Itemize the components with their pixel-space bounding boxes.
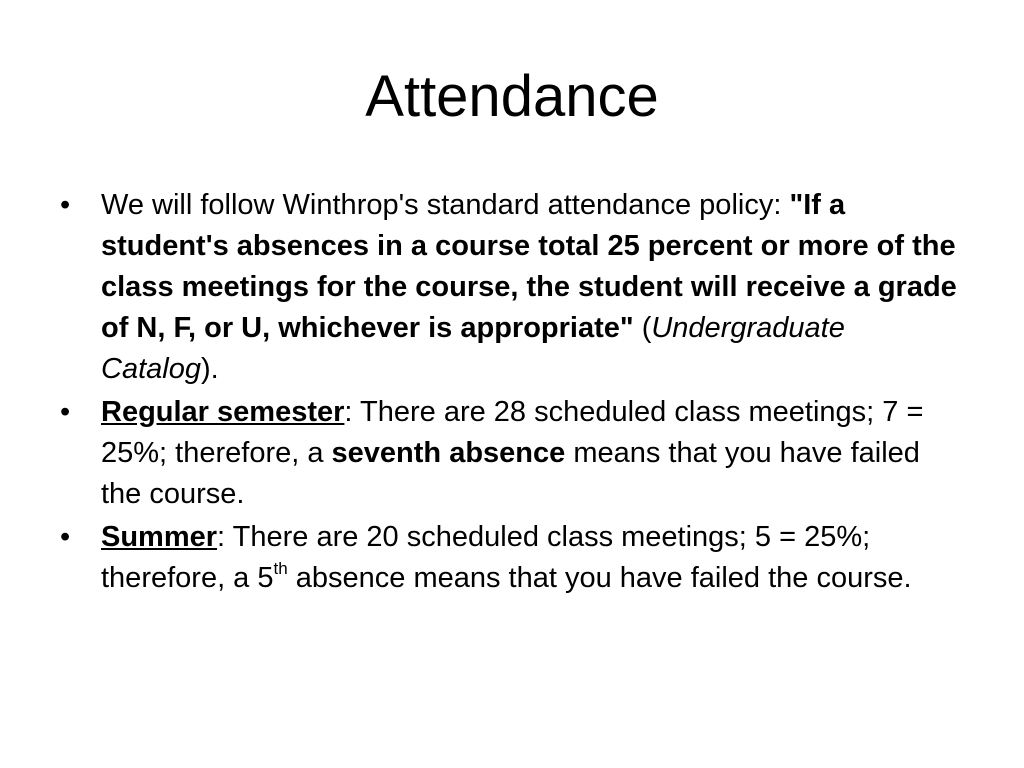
term-colon: : — [344, 396, 360, 428]
bullet-regular-semester — [60, 392, 965, 515]
summer-text-b: absence means that you have failed the course. — [287, 562, 912, 594]
bullet-attendance-policy — [60, 185, 965, 390]
bullet-marker: • — [60, 396, 71, 428]
seventh-absence-emphasis: seventh absence — [331, 437, 566, 469]
bullet-marker: • — [60, 189, 71, 221]
term-colon: : — [217, 521, 233, 553]
slide-title: Attendance — [365, 64, 659, 129]
summer-term: Summer — [101, 521, 218, 553]
regular-semester-text-b: means that you have failed the course. — [101, 437, 920, 510]
bullet-summer — [60, 517, 965, 599]
paren-open: ( — [633, 312, 652, 344]
catalog-citation: Undergraduate Catalog — [101, 312, 845, 385]
paren-close: ). — [200, 353, 219, 385]
ordinal-superscript: th — [273, 559, 288, 579]
policy-intro-text: We will follow Winthrop's standard attendance policy: — [101, 189, 790, 221]
policy-quote-text: "If a student's absences in a course total 25 percent or more of the class meetings for the course, the student will receive a grade of N, F, or U, whichever is appropriate" — [101, 189, 957, 344]
regular-semester-term: Regular semester — [101, 396, 345, 428]
bullet-list — [60, 185, 965, 601]
summer-text-a: There are 20 scheduled class meetings; 5 = 25%; therefore, a 5 — [101, 521, 871, 594]
regular-semester-text-a: There are 28 scheduled class meetings; 7 = 25%; therefore, a — [101, 396, 924, 469]
bullet-marker: • — [60, 521, 71, 553]
